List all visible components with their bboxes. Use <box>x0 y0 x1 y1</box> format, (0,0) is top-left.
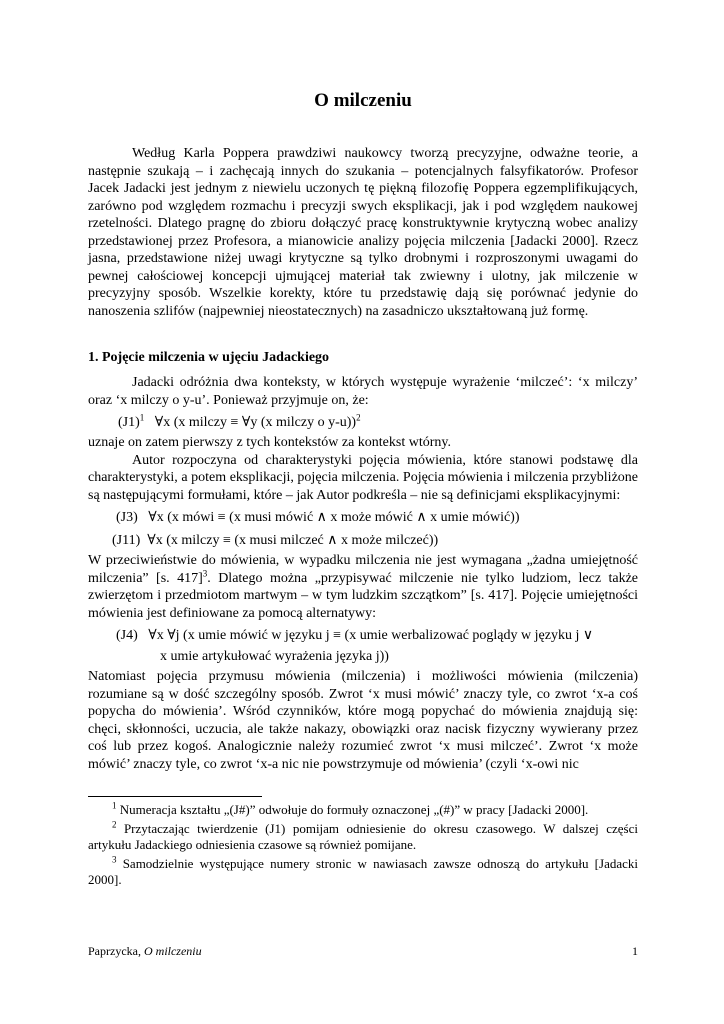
footer-work-title: O milczeniu <box>143 944 202 958</box>
footnote-number: 3 <box>112 854 117 865</box>
paragraph-text: . Dlatego można „przypisywać milczenie nie tylko ludziom, lecz także zwierzętom i przedmiotom martwym – w tym ludzkim szczątkom” [s. 417]. Pojęcie umiejętności mówienia jest definiowane za pomocą alternatywy: <box>88 570 638 621</box>
footnote <box>88 821 638 854</box>
footnote-text: Samodzielnie występujące numery stronic w nawiasach zawsze odnoszą do artykułu [Jadacki 2000]. <box>88 855 638 887</box>
footer-author: Paprzycka, <box>88 944 144 958</box>
section-heading: 1. Pojęcie milczenia w ujęciu Jadackiego <box>88 350 330 365</box>
footnote-number: 1 <box>112 800 117 811</box>
footnote-ref[interactable]: 1 <box>139 412 145 423</box>
footnote-divider <box>88 796 262 797</box>
footnotes <box>88 802 638 891</box>
paragraph: Autor rozpoczyna od charakterystyki pojęcia mówienia, które stanowi podstawę dla charakterystyki, a potem eksplikacji, pojęcia milczenia. Pojęcia mówienia i milczenia przybliżone są następującymi formułami, które – jak Autor podkreśla – nie są definicjami eksplikacyjnymi: <box>88 452 638 503</box>
footnote-text: Numeracja kształtu „(J#)” odwołuje do formuły oznaczonej „(#)” w pracy [Jadacki 2000]. <box>116 802 589 817</box>
main-content <box>88 90 638 773</box>
footnote-ref[interactable]: 3 <box>202 567 208 578</box>
paragraph: Jadacki odróżnia dwa konteksty, w których występuje wyrażenie ‘milczeć’: ‘x milczy’ oraz ‘x milczy o y-u’. Ponieważ przyjmuje on, że: <box>88 375 638 408</box>
formula-j4-continuation: x umie artykułować wyrażenia języka j)) <box>160 649 389 664</box>
paragraph: uznaje on zatem pierwszy z tych kontekstów za kontekst wtórny. <box>88 435 451 450</box>
formula-j11: (J11) ∀x (x milczy ≡ (x musi milczeć ∧ x może milczeć)) <box>112 533 439 548</box>
footnote-text: Przytaczając twierdzenie (J1) pomijam odniesienie do okresu czasowego. W dalszej części artykułu Jadackiego odniesienia czasowe są również pomijane. <box>88 820 638 852</box>
page-title: O milczeniu <box>314 90 412 111</box>
footer-citation <box>88 944 202 959</box>
paragraph-text: W przeciwieństwie do mówienia, w wypadku milczenia nie jest wymagana „żadna umiejętność milczenia” [s. 417] <box>88 553 638 586</box>
formula-j4: (J4) ∀x ∀j (x umie mówić w języku j ≡ (x umie werbalizować poglądy w języku j ∨ <box>116 628 594 643</box>
formula-body: ∀x (x milczy ≡ ∀y (x milczy o y-u)) <box>154 415 357 430</box>
footnote <box>88 802 638 819</box>
formula-label: (J1) <box>118 415 140 430</box>
page-footer <box>88 944 638 959</box>
footnote <box>88 856 638 889</box>
formula-j1 <box>118 413 638 432</box>
paragraph <box>88 552 638 622</box>
formula-j3: (J3) ∀x (x mówi ≡ (x musi mówić ∧ x może mówić ∧ x umie mówić)) <box>116 510 520 525</box>
intro-paragraph: Według Karla Poppera prawdziwi naukowcy tworzą precyzyjne, odważne teorie, a następnie szukają – i zachęcają innych do szukania – potencjalnych falsyfikatorów. Profesor Jacek Jadacki jest jednym z niewielu uczonych tę piękną filozofię Poppera egzemplifikujących, zarówno pod względem rozmachu i precyzji swych eksplikacji, jak i pod względem naukowej rzetelności. Dlatego pragnę do zbioru dołączyć pracę konstruktywnie krytyczną wobec analizy przedstawionej przez Profesora, a mianowicie analizy pojęcia milczenia [Jadacki 2000]. Rzecz jasna, przedstawione niżej uwagi krytyczne są tylko drobnymi i rozproszonymi uwagami do pewnej całościowej koncepcji ujmującej materiał tak zwiewny i ulotny, jak milczenie w precyzyjny sposób. Wszelkie korekty, które tu przedstawię dają się porównać jedynie do nanoszenia szlifów (najpewniej nieostatecznych) na zasadniczo ukształtowaną już formę. <box>88 146 638 319</box>
footnote-ref[interactable]: 2 <box>356 412 361 423</box>
paragraph: Natomiast pojęcia przymusu mówienia (milczenia) i możliwości mówienia (milczenia) rozumiane są w dość szczególny sposób. Zwrot ‘x musi mówić’ znaczy tyle, co zwrot ‘x-a coś popycha do mówienia’. Wśród czynników, które mogą popychać do mówienia znajdują się: chęci, skłonności, uczucia, ale także nakazy, obowiązki oraz nacisk fizyczny wywierany przez coś lub przez kogoś. Analogicznie należy rozumieć zwrot ‘x musi milczeć’. Zwrot ‘x może mówić’ znaczy tyle, co zwrot ‘x-a nic nie powstrzymuje od mówienia’ (czyli ‘x-owi nic <box>88 669 638 772</box>
page-number: 1 <box>632 944 638 958</box>
footnote-number: 2 <box>112 819 117 830</box>
